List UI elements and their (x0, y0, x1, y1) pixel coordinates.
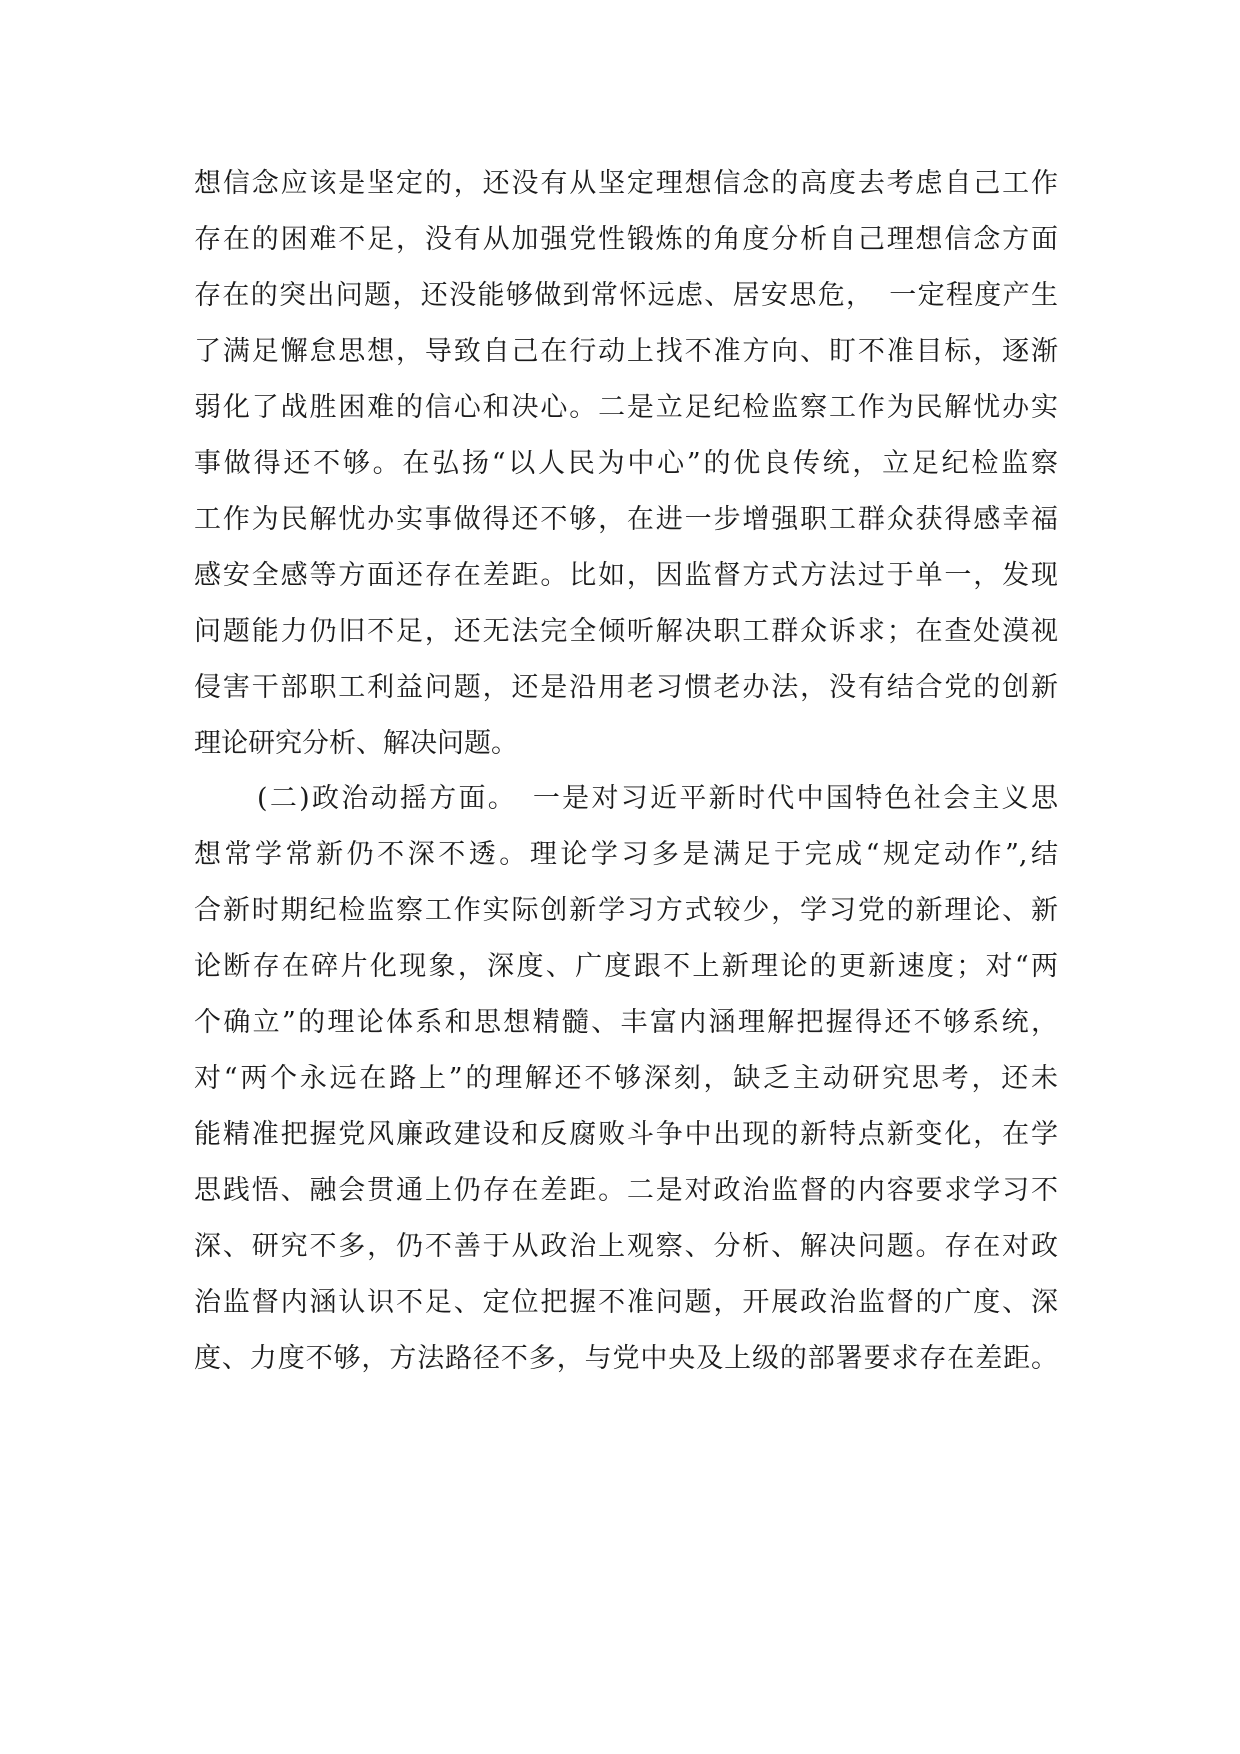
text-line: 存在的困难不足，没有从加强党性锻炼的角度分析自己理想信念方面 (194, 224, 1058, 255)
text-line: 理论研究分析、解决问题。 (194, 728, 518, 759)
text-line: 问题能力仍旧不足，还无法完全倾听解决职工群众诉求；在查处漠视 (194, 616, 1058, 647)
text-line: 感安全感等方面还存在差距。比如，因监督方式方法过于单一，发现 (194, 560, 1058, 591)
text-line: 弱化了战胜困难的信心和决心。二是立足纪检监察工作为民解忧办实 (194, 392, 1058, 423)
text-line: 了满足懈怠思想，导致自己在行动上找不准方向、盯不准目标，逐渐 (194, 336, 1058, 367)
text-line: 个确立”的理论体系和思想精髓、丰富内涵理解把握得还不够系统， (194, 1007, 1058, 1038)
text-line: 度、力度不够，方法路径不多，与党中央及上级的部署要求存在差距。 (194, 1343, 1058, 1374)
text-line: 治监督内涵认识不足、定位把握不准问题，开展政治监督的广度、深 (194, 1287, 1058, 1318)
text-line: 想信念应该是坚定的，还没有从坚定理想信念的高度去考虑自己工作 (194, 168, 1058, 199)
text-line: 论断存在碎片化现象，深度、广度跟不上新理论的更新速度；对“两 (194, 951, 1058, 982)
text-line: 想常学常新仍不深不透。理论学习多是满足于完成“规定动作”,结 (194, 839, 1058, 870)
text-line: 侵害干部职工利益问题，还是沿用老习惯老办法，没有结合党的创新 (194, 672, 1058, 703)
text-line: 深、研究不多，仍不善于从政治上观察、分析、解决问题。存在对政 (194, 1231, 1058, 1262)
text-line: 事做得还不够。在弘扬“以人民为中心”的优良传统，立足纪检监察 (194, 448, 1058, 479)
section-heading-line: (二)政治动摇方面。 一是对习近平新时代中国特色社会主义思 (257, 783, 1058, 814)
text-line: 合新时期纪检监察工作实际创新学习方式较少，学习党的新理论、新 (194, 895, 1058, 926)
paragraph-political-wavering (194, 771, 1058, 1387)
text-line: 思践悟、融会贯通上仍存在差距。二是对政治监督的内容要求学习不 (194, 1175, 1058, 1206)
text-line: 能精准把握党风廉政建设和反腐败斗争中出现的新特点新变化，在学 (194, 1119, 1058, 1150)
text-line: 对“两个永远在路上”的理解还不够深刻，缺乏主动研究思考，还未 (194, 1063, 1058, 1094)
text-line: 工作为民解忧办实事做得还不够，在进一步增强职工群众获得感幸福 (194, 504, 1058, 535)
paragraph-ideals-beliefs (194, 156, 1058, 772)
text-line: 存在的突出问题，还没能够做到常怀远虑、居安思危， 一定程度产生 (194, 280, 1058, 311)
